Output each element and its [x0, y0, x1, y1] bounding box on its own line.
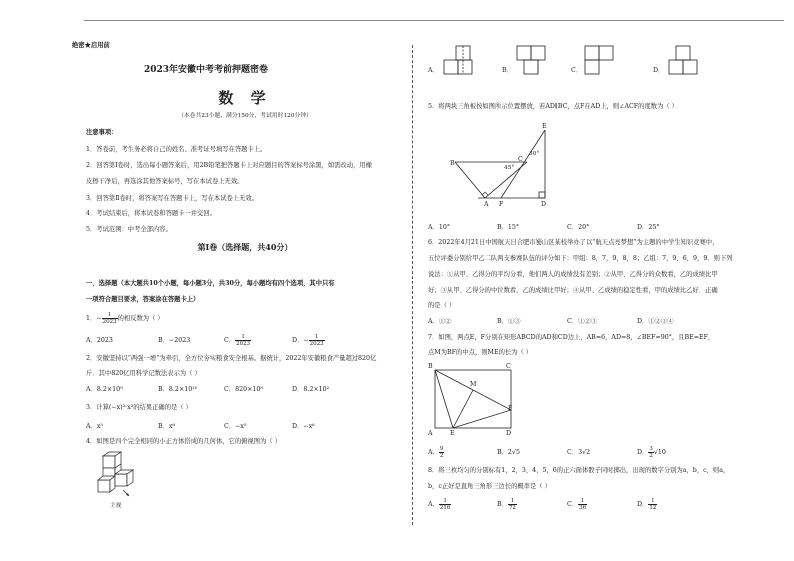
- q6-stem-cont-2: 说法：①从甲、乙得分的平均分看，他们两人的成绩没有差别；②从甲、乙得分的众数看，乙的成绩比甲: [428, 271, 718, 278]
- q8-option-a[interactable]: A． $\frac{1}{216}$: [428, 498, 451, 512]
- q3-option-c[interactable]: C．−x⁵: [224, 423, 247, 430]
- q7-label-a: A: [428, 430, 433, 437]
- q4-option-b[interactable]: B．: [502, 67, 513, 74]
- q1-option-d[interactable]: D．− $\frac{1}{2023}$: [292, 334, 324, 348]
- q4-option-c-figure[interactable]: [584, 44, 626, 80]
- q7-stem-cont: 点M为BF的中点，则ME的长为（ ）: [428, 349, 533, 356]
- q4-option-c[interactable]: C．: [571, 67, 583, 74]
- q5-angle-45: 45°: [504, 165, 515, 171]
- q7-option-a[interactable]: A． $\frac{9}{2}$: [428, 446, 444, 460]
- q6-option-c[interactable]: C．①②③: [567, 318, 598, 325]
- q7-label-e: E: [450, 430, 455, 437]
- q4-option-a[interactable]: A．: [428, 67, 439, 74]
- q8-option-b[interactable]: B． $\frac{1}{72}$: [497, 498, 516, 512]
- q7-label-d: D: [506, 430, 512, 437]
- note-2-cont: 皮擦干净后，再选涂其他答案标号，写在本试卷上无效。: [86, 178, 244, 185]
- q7-label-b: B: [428, 363, 433, 370]
- subject-title: 数 学: [218, 89, 272, 107]
- q6-option-d[interactable]: D．①②③④: [637, 318, 674, 325]
- q5-option-a[interactable]: A．10°: [428, 224, 451, 231]
- q7-option-b[interactable]: B．2√5: [497, 449, 520, 456]
- q3-stem: 3．计算(−x)³·x²的结果正确的是（ ）: [86, 404, 192, 411]
- exam-info: （本卷共23小题，满分150分，考试用时120分钟）: [178, 113, 312, 119]
- q5-label-b: B: [450, 160, 455, 167]
- notes-header: 注意事项：: [86, 129, 118, 136]
- q8-option-c[interactable]: C． $\frac{1}{36}$: [567, 498, 587, 512]
- q4-stem: 4．如图是四个完全相同的小正方体搭成的几何体，它的俯视图为（ ）: [86, 438, 281, 445]
- q4-option-d[interactable]: D．: [653, 67, 665, 74]
- q5-label-f: F: [499, 201, 504, 208]
- q5-label-a: A: [484, 201, 489, 208]
- q8-stem: 8．将三枚均匀的分别标有1，2，3，4，5，6的正六面体骰子同时掷出，出现的数字分别为a，b，c，则a，: [428, 467, 730, 474]
- note-5: 5．考试范围：中考全部内容。: [86, 226, 172, 233]
- q7-stem: 7．如图，两点E，F分别在矩形ABCD的AD和CD边上，AB=6，AD=8，∠BEF=90°，且BE=EF，: [428, 334, 715, 341]
- note-1: 1．答卷前，考生务必将自己的姓名、准考证号填写在答题卡上。: [86, 146, 267, 153]
- q2-option-b[interactable]: B．8.2×10¹⁰: [158, 386, 198, 393]
- note-3: 3．回答第Ⅱ卷时，将答案写在答题卡上，写在本试卷上无效。: [86, 195, 259, 202]
- q1-stem: 1．− $\frac{1}{2023}$ 的相反数为（ ）: [86, 312, 164, 326]
- q5-option-b[interactable]: B．15°: [497, 224, 520, 231]
- q5-angle-30: 30°: [529, 151, 540, 157]
- q4-option-d-figure[interactable]: [668, 44, 710, 80]
- q5-label-c: C: [518, 156, 523, 163]
- q5-label-d: D: [541, 201, 547, 208]
- q1-option-b[interactable]: B．−2023: [158, 337, 191, 344]
- q7-option-c[interactable]: C．3√2: [567, 449, 591, 456]
- exam-title: 2023年安徽中考考前押题密卷: [143, 65, 269, 75]
- q2-option-d[interactable]: D．8.2×10²: [292, 386, 330, 393]
- q6-option-a[interactable]: A．①②: [428, 318, 452, 325]
- part1-heading: 第Ⅰ卷（选择题，共40分）: [197, 242, 293, 252]
- q7-rectangle-figure: [433, 368, 523, 432]
- q1-option-a[interactable]: A．2023: [86, 337, 113, 344]
- top-rule: [84, 20, 784, 21]
- q3-option-a[interactable]: A．x⁵: [86, 423, 103, 430]
- q5-stem: 5．将两块三角板按如图所示位置摆放，若AD∥BC，点F在AD上，则∠ACF的度数为（ ）: [428, 103, 678, 110]
- section1-heading: 一、选择题（本大题共10个小题，每小题3分，共30分，每小题均有四个选项，其中只有: [86, 280, 335, 287]
- q3-option-b[interactable]: B．x⁶: [158, 423, 175, 430]
- q5-option-c[interactable]: C．20°: [567, 224, 590, 231]
- q2-option-c[interactable]: C．820×10⁸: [224, 386, 263, 393]
- q6-stem-cont-1: 五位评委分别给甲乙二队两支参赛队伍的评分如下：甲组：8，7，9，8，8；乙组：7，9，6，9，9．则下列: [428, 255, 733, 262]
- note-2: 2．回答第Ⅰ卷时，选出每小题答案后，用2B铅笔把答题卡上对应题目的答案标号涂黑，如需改动，用橡: [86, 162, 372, 169]
- section1-heading-cont: 一项符合题目要求，答案涂在答题卡上）: [86, 296, 200, 303]
- q5-label-e: E: [542, 123, 547, 130]
- q6-stem: 6．2022年4月21日中国航天日合肥市蜀山区某校举办了以“航天点亮梦想”为主题的中学生知识竞赛中，: [428, 239, 719, 246]
- q7-label-c: C: [506, 363, 511, 370]
- q2-stem-cont: 斤．其中820亿用科学记数法表示为（ ）: [86, 370, 201, 377]
- q4-option-a-figure[interactable]: [443, 44, 485, 80]
- q6-option-b[interactable]: B．①③: [497, 318, 521, 325]
- q4-option-b-figure[interactable]: [516, 44, 558, 80]
- q8-option-d[interactable]: D． $\frac{1}{12}$: [637, 498, 657, 512]
- q8-stem-cont: b，c正好是直角三角形三边长的概率是（ ）: [428, 483, 551, 490]
- q3-option-d[interactable]: D．−x⁶: [292, 423, 315, 430]
- q6-stem-cont-4: 的是（ ）: [428, 302, 456, 309]
- q2-stem: 2．安徽坚持以“两强一增”为牵引，全方位夯实粮食安全根基。据统计，2022年安徽粮食产量超过820亿: [86, 355, 377, 362]
- q4-view-label: 主视: [110, 503, 122, 509]
- q7-label-f: F: [508, 405, 513, 412]
- q5-option-d[interactable]: D．25°: [637, 224, 660, 231]
- q7-label-m: M: [470, 381, 477, 388]
- q7-option-d[interactable]: D． $\frac{3}{2}$ √10: [637, 446, 666, 460]
- q1-option-c[interactable]: C． $\frac{1}{2023}$: [224, 334, 251, 348]
- q6-stem-cont-3: 好；③从甲、乙得分的中位数看，乙的成绩比甲好；④从甲、乙成绩的稳定性看，甲的成绩比乙好．正确: [428, 287, 718, 294]
- secret-label: 绝密★启用前: [72, 42, 110, 49]
- q2-option-a[interactable]: A．8.2×10⁹: [86, 386, 123, 393]
- note-4: 4．考试结束后，将本试卷和答题卡一并交回。: [86, 210, 216, 217]
